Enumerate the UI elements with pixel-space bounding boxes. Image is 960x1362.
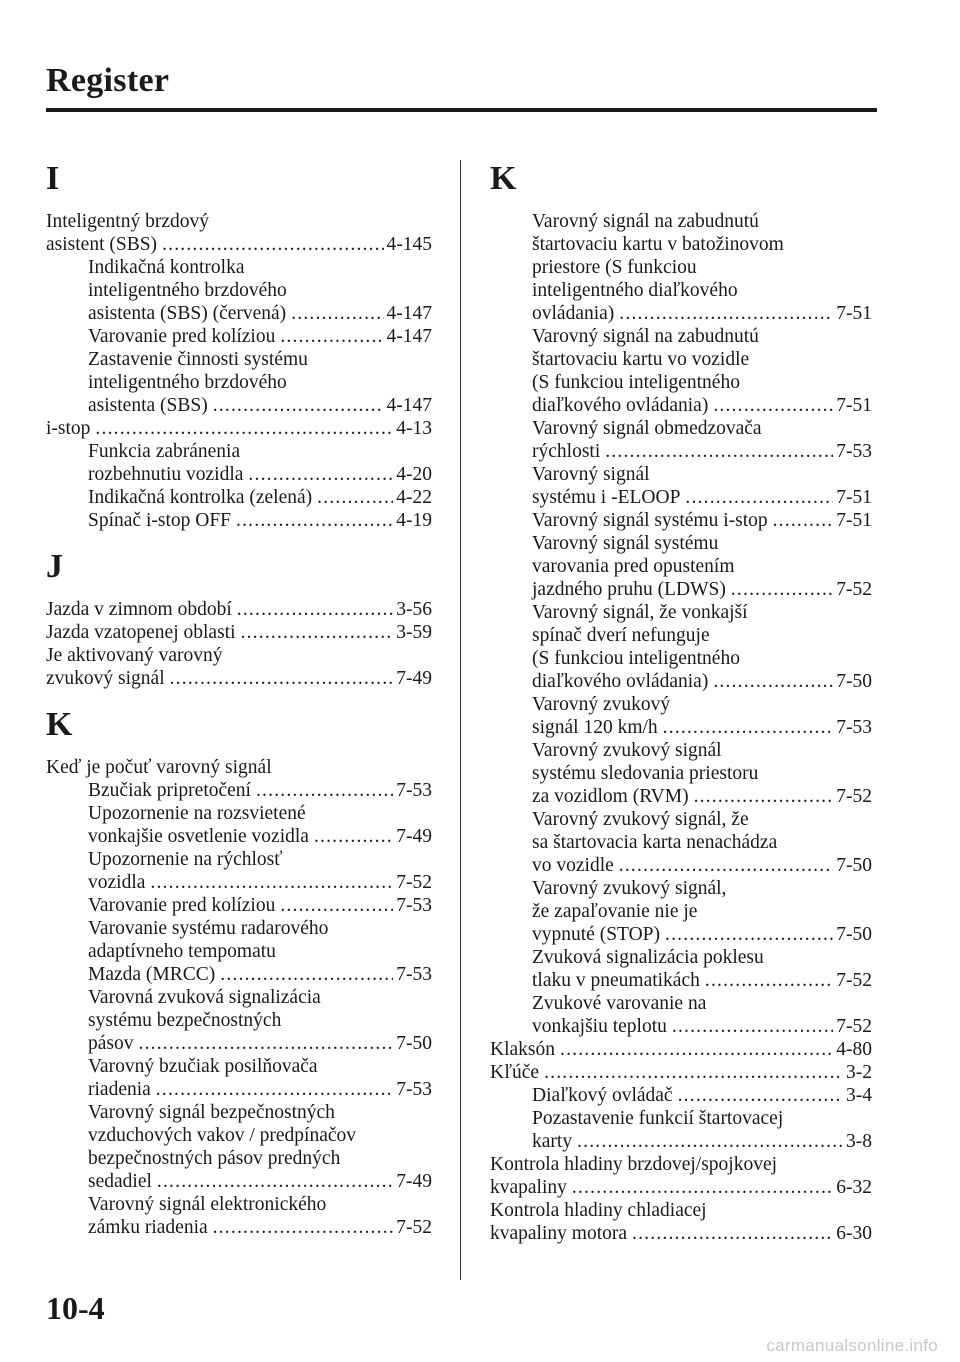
- index-subentry: [46, 917, 432, 986]
- dot-leader: [139, 1032, 394, 1055]
- entry-page-ref: 4-147: [386, 326, 432, 347]
- entry-text: riadenia: [88, 1079, 151, 1100]
- entry-page-ref: 7-53: [396, 1079, 432, 1100]
- entry-text: i-stop: [46, 418, 91, 439]
- entry-page-ref: 6-30: [836, 1223, 872, 1244]
- entry-line-with-page: [88, 963, 432, 986]
- entry-text: štartovaciu kartu v batožinovom: [532, 234, 784, 255]
- entry-line-with-page: [46, 621, 432, 644]
- entry-line-with-page: [532, 969, 872, 992]
- entry-page-ref: 7-50: [396, 1033, 432, 1054]
- entry-line-with-page: [46, 667, 432, 690]
- index-subentry: [490, 739, 872, 808]
- index-entry: [46, 644, 432, 690]
- index-column-left: [46, 158, 432, 1239]
- entry-page-ref: 3-8: [846, 1131, 872, 1152]
- entry-text: ovládania): [532, 303, 615, 324]
- entry-line-with-page: [46, 598, 432, 621]
- entry-page-ref: 7-53: [396, 780, 432, 801]
- entry-text: rozbehnutiu vozidla: [88, 464, 244, 485]
- watermark: carmanualsonline.info: [766, 1336, 938, 1355]
- entry-line-with-page: [88, 779, 432, 802]
- index-subentry: [46, 256, 432, 325]
- entry-line-with-page: [532, 440, 872, 463]
- index-subentry: [46, 440, 432, 486]
- index-subentry: [46, 986, 432, 1055]
- entry-line-with-page: [88, 509, 432, 532]
- entry-text: asistenta (SBS): [88, 395, 208, 416]
- index-subentry: [490, 992, 872, 1038]
- dot-leader: [157, 1170, 393, 1193]
- dot-leader: [248, 463, 393, 486]
- entry-text: Kontrola hladiny brzdovej/spojkovej: [490, 1154, 778, 1175]
- index-subentry: [490, 210, 872, 325]
- entry-text: spínač dverí nefunguje: [532, 625, 710, 646]
- entry-line-with-page: [88, 302, 432, 325]
- entry-text: že zapaľovanie nie je: [532, 901, 698, 922]
- entry-text: Varovanie pred kolíziou: [88, 895, 276, 916]
- dot-leader: [280, 325, 383, 348]
- entry-text: Keď je počuť varovný signál: [46, 757, 272, 778]
- entry-text: Bzučiak pripretočení: [88, 780, 251, 801]
- entry-text: sedadiel: [88, 1171, 152, 1192]
- entry-text: Inteligentný brzdový: [46, 211, 209, 232]
- index-subentry: [46, 1055, 432, 1101]
- entry-line-with-page: [532, 670, 872, 693]
- entry-page-ref: 7-53: [396, 895, 432, 916]
- entry-text: sa štartovacia karta nenachádza: [532, 832, 778, 853]
- dot-leader: [291, 302, 383, 325]
- entry-text: vzduchových vakov / predpínačov: [88, 1125, 357, 1146]
- entry-text: Varovný signál na zabudnutú: [532, 326, 759, 347]
- entry-page-ref: 3-2: [846, 1062, 872, 1083]
- index-subentry: [46, 802, 432, 848]
- index-subentry: [490, 1084, 872, 1107]
- entry-text: Zvuková signalizácia poklesu: [532, 947, 764, 968]
- dot-leader: [241, 621, 394, 644]
- entry-text: inteligentného brzdového: [88, 280, 287, 301]
- entry-text: Varovný signál systému i-stop: [532, 510, 768, 531]
- entry-text: diaľkového ovládania): [532, 395, 709, 416]
- entry-page-ref: 4-19: [396, 510, 432, 531]
- index-subentry: [46, 1101, 432, 1193]
- entry-line-with-page: [88, 871, 432, 894]
- entry-text: Varovný zvukový signál,: [532, 878, 727, 899]
- section-letter: I: [46, 160, 60, 197]
- entry-text: kvapaliny motora: [490, 1223, 628, 1244]
- entry-text: Funkcia zabránenia: [88, 441, 241, 462]
- dot-leader: [572, 1176, 833, 1199]
- entry-page-ref: 7-52: [836, 1016, 872, 1037]
- index-entry: [46, 756, 432, 779]
- dot-leader: [237, 598, 393, 621]
- entry-page-ref: 7-49: [396, 668, 432, 689]
- index-subentry: [490, 417, 872, 463]
- entry-text: Varovný signál, že vonkajší: [532, 602, 748, 623]
- section-letter: K: [46, 706, 73, 743]
- index-column-right: [490, 158, 872, 1245]
- entry-text: Varovný signál bezpečnostných: [88, 1102, 335, 1123]
- entry-line-with-page: [490, 1222, 872, 1245]
- entry-text: za vozidlom (RVM): [532, 786, 689, 807]
- entry-page-ref: 4-145: [386, 234, 432, 255]
- entry-line-with-page: [88, 1032, 432, 1055]
- entry-line-with-page: [88, 1078, 432, 1101]
- entry-text: jazdného pruhu (LDWS): [532, 579, 726, 600]
- entry-text: Indikačná kontrolka (zelená): [88, 487, 313, 508]
- entry-line-with-page: [88, 894, 432, 917]
- entry-text: pásov: [88, 1033, 134, 1054]
- section-letter: J: [46, 548, 63, 585]
- dot-leader: [170, 667, 394, 690]
- entry-text: Mazda (MRCC): [88, 964, 216, 985]
- dot-leader: [314, 825, 393, 848]
- dot-leader: [577, 1130, 843, 1153]
- index-entry: [490, 1038, 872, 1061]
- dot-leader: [236, 509, 393, 532]
- entry-text: Je aktivovaný varovný: [46, 645, 223, 666]
- entry-text: adaptívneho tempomatu: [88, 941, 276, 962]
- entry-line-with-page: [88, 463, 432, 486]
- entry-page-ref: 7-49: [396, 1171, 432, 1192]
- index-subentry: [46, 325, 432, 348]
- entry-line-with-page: [88, 1170, 432, 1193]
- page-number: 10-4: [46, 1290, 105, 1326]
- dot-leader: [632, 1222, 833, 1245]
- index-subentry: [490, 601, 872, 693]
- entry-page-ref: 7-51: [836, 487, 872, 508]
- entry-line-with-page: [532, 1015, 872, 1038]
- index-subentry: [46, 348, 432, 417]
- dot-leader: [220, 963, 393, 986]
- dot-leader: [256, 779, 393, 802]
- index-entry: [490, 1199, 872, 1245]
- index-entry: [490, 1153, 872, 1199]
- entry-line-with-page: [532, 1084, 872, 1107]
- dot-leader: [280, 894, 393, 917]
- dot-leader: [156, 1078, 393, 1101]
- entry-line-with-page: [532, 302, 872, 325]
- entry-page-ref: 7-51: [836, 510, 872, 531]
- entry-text: zámku riadenia: [88, 1217, 208, 1238]
- entry-line-with-page: [88, 1216, 432, 1239]
- dot-leader: [678, 1084, 843, 1107]
- entry-line-with-page: [88, 825, 432, 848]
- entry-page-ref: 4-22: [396, 487, 432, 508]
- entry-text: Jazda v zimnom období: [46, 599, 232, 620]
- entry-text: priestore (S funkciou: [532, 257, 697, 278]
- entry-page-ref: 3-56: [396, 599, 432, 620]
- entry-text: Varovný zvukový: [532, 694, 671, 715]
- entry-line-with-page: [46, 417, 432, 440]
- entry-text: zvukový signál: [46, 668, 165, 689]
- entry-text: Indikačná kontrolka: [88, 257, 245, 278]
- dot-leader: [544, 1061, 843, 1084]
- entry-page-ref: 4-20: [396, 464, 432, 485]
- entry-text: Varovný signál systému: [532, 533, 719, 554]
- index-subentry: [46, 848, 432, 894]
- entry-page-ref: 7-51: [836, 395, 872, 416]
- index-subentry: [46, 1193, 432, 1239]
- entry-text: kvapaliny: [490, 1177, 567, 1198]
- entry-text: (S funkciou inteligentného: [532, 648, 740, 669]
- entry-line-with-page: [532, 509, 872, 532]
- entry-text: asistenta (SBS) (červená): [88, 303, 287, 324]
- entry-page-ref: 4-147: [386, 303, 432, 324]
- entry-text: Varovný signál obmedzovača: [532, 418, 762, 439]
- column-divider: [460, 160, 461, 1280]
- entry-line-with-page: [88, 325, 432, 348]
- entry-line-with-page: [532, 486, 872, 509]
- entry-line-with-page: [490, 1038, 872, 1061]
- entry-text: vonkajšie osvetlenie vozidla: [88, 826, 309, 847]
- dot-leader: [213, 394, 384, 417]
- dot-leader: [619, 854, 833, 877]
- entry-page-ref: 4-147: [386, 395, 432, 416]
- index-subentry: [46, 486, 432, 509]
- entry-text: Zvukové varovanie na: [532, 993, 707, 1014]
- index-subentry: [46, 779, 432, 802]
- entry-page-ref: 7-50: [836, 855, 872, 876]
- entry-text: Varovný zvukový signál: [532, 740, 722, 761]
- index-subentry: [490, 693, 872, 739]
- entry-text: vo vozidle: [532, 855, 614, 876]
- entry-page-ref: 7-53: [836, 717, 872, 738]
- entry-text: diaľkového ovládania): [532, 671, 709, 692]
- entry-text: Zastavenie činnosti systému: [88, 349, 308, 370]
- entry-text: Kľúče: [490, 1062, 540, 1083]
- dot-leader: [213, 1216, 394, 1239]
- entry-page-ref: 7-53: [836, 441, 872, 462]
- dot-leader: [605, 440, 833, 463]
- index-subentry: [490, 808, 872, 877]
- entry-page-ref: 7-51: [836, 303, 872, 324]
- entry-text: vozidla: [88, 872, 146, 893]
- entry-text: Jazda vzatopenej oblasti: [46, 622, 236, 643]
- entry-line-with-page: [88, 486, 432, 509]
- entry-line-with-page: [532, 394, 872, 417]
- entry-text: Varovný zvukový signál, že: [532, 809, 749, 830]
- index-subentry: [46, 509, 432, 532]
- entry-line-with-page: [88, 394, 432, 417]
- entry-text: varovania pred opustením: [532, 556, 735, 577]
- dot-leader: [317, 486, 393, 509]
- dot-leader: [672, 1015, 833, 1038]
- entry-page-ref: 3-59: [396, 622, 432, 643]
- entry-page-ref: 7-50: [836, 924, 872, 945]
- entry-line-with-page: [532, 854, 872, 877]
- entry-page-ref: 7-50: [836, 671, 872, 692]
- entry-page-ref: 7-52: [396, 872, 432, 893]
- entry-text: asistent (SBS): [46, 234, 158, 255]
- entry-page-ref: 7-52: [836, 786, 872, 807]
- entry-line-with-page: [532, 716, 872, 739]
- entry-text: tlaku v pneumatikách: [532, 970, 700, 991]
- entry-text: Pozastavenie funkcií štartovacej: [532, 1108, 784, 1129]
- dot-leader: [162, 233, 383, 256]
- index-subentry: [490, 463, 872, 509]
- entry-text: inteligentného brzdového: [88, 372, 287, 393]
- entry-text: rýchlosti: [532, 441, 601, 462]
- entry-text: systému i -ELOOP: [532, 487, 681, 508]
- entry-text: štartovaciu kartu vo vozidle: [532, 349, 750, 370]
- dot-leader: [694, 785, 834, 808]
- entry-text: Varovanie systému radarového: [88, 918, 329, 939]
- entry-text: vonkajšiu teplotu: [532, 1016, 667, 1037]
- entry-page-ref: 7-52: [836, 970, 872, 991]
- entry-text: Diaľkový ovládač: [532, 1085, 673, 1106]
- dot-leader: [713, 670, 833, 693]
- entry-page-ref: 3-4: [846, 1085, 872, 1106]
- entry-line-with-page: [490, 1176, 872, 1199]
- dot-leader: [663, 716, 834, 739]
- index-entry: [46, 598, 432, 621]
- entry-line-with-page: [532, 1130, 872, 1153]
- dot-leader: [560, 1038, 833, 1061]
- entry-text: Spínač i-stop OFF: [88, 510, 232, 531]
- entry-line-with-page: [532, 578, 872, 601]
- section-letter: K: [490, 160, 517, 197]
- entry-page-ref: 7-52: [836, 579, 872, 600]
- index-subentry: [490, 509, 872, 532]
- entry-text: (S funkciou inteligentného: [532, 372, 740, 393]
- header-rule: [46, 108, 877, 112]
- dot-leader: [731, 578, 833, 601]
- entry-text: Varovný signál: [532, 464, 650, 485]
- entry-text: vypnuté (STOP): [532, 924, 661, 945]
- entry-text: Upozornenie na rýchlosť: [88, 849, 283, 870]
- index-entry: [46, 417, 432, 440]
- dot-leader: [773, 509, 834, 532]
- entry-text: Varovný signál elektronického: [88, 1194, 327, 1215]
- entry-text: inteligentného diaľkového: [532, 280, 738, 301]
- dot-leader: [150, 871, 393, 894]
- index-subentry: [490, 1107, 872, 1153]
- index-subentry: [490, 325, 872, 417]
- page-header-title: Register: [46, 62, 170, 99]
- entry-text: systému bezpečnostných: [88, 1010, 282, 1031]
- dot-leader: [713, 394, 833, 417]
- index-subentry: [490, 877, 872, 946]
- entry-text: Varovný signál na zabudnutú: [532, 211, 759, 232]
- entry-page-ref: 6-32: [836, 1177, 872, 1198]
- index-subentry: [490, 946, 872, 992]
- entry-line-with-page: [490, 1061, 872, 1084]
- entry-text: systému sledovania priestoru: [532, 763, 759, 784]
- entry-line-with-page: [532, 785, 872, 808]
- index-entry: [46, 621, 432, 644]
- index-entry: [490, 1061, 872, 1084]
- entry-line-with-page: [532, 923, 872, 946]
- entry-text: Upozornenie na rozsvietené: [88, 803, 306, 824]
- entry-page-ref: 4-80: [836, 1039, 872, 1060]
- entry-text: Varovný bzučiak posilňovača: [88, 1056, 318, 1077]
- index-subentry: [490, 532, 872, 601]
- entry-page-ref: 7-53: [396, 964, 432, 985]
- entry-text: karty: [532, 1131, 573, 1152]
- entry-page-ref: 7-52: [396, 1217, 432, 1238]
- entry-text: Klaksón: [490, 1039, 555, 1060]
- entry-text: Varovná zvuková signalizácia: [88, 987, 321, 1008]
- entry-text: Kontrola hladiny chladiacej: [490, 1200, 707, 1221]
- dot-leader: [705, 969, 833, 992]
- entry-line-with-page: [46, 233, 432, 256]
- entry-page-ref: 7-49: [396, 826, 432, 847]
- entry-text: bezpečnostných pásov predných: [88, 1148, 341, 1169]
- dot-leader: [619, 302, 833, 325]
- dot-leader: [95, 417, 393, 440]
- entry-page-ref: 4-13: [396, 418, 432, 439]
- index-subentry: [46, 894, 432, 917]
- entry-text: Varovanie pred kolíziou: [88, 326, 276, 347]
- entry-text: signál 120 km/h: [532, 717, 658, 738]
- dot-leader: [685, 486, 833, 509]
- index-entry: [46, 210, 432, 256]
- dot-leader: [665, 923, 833, 946]
